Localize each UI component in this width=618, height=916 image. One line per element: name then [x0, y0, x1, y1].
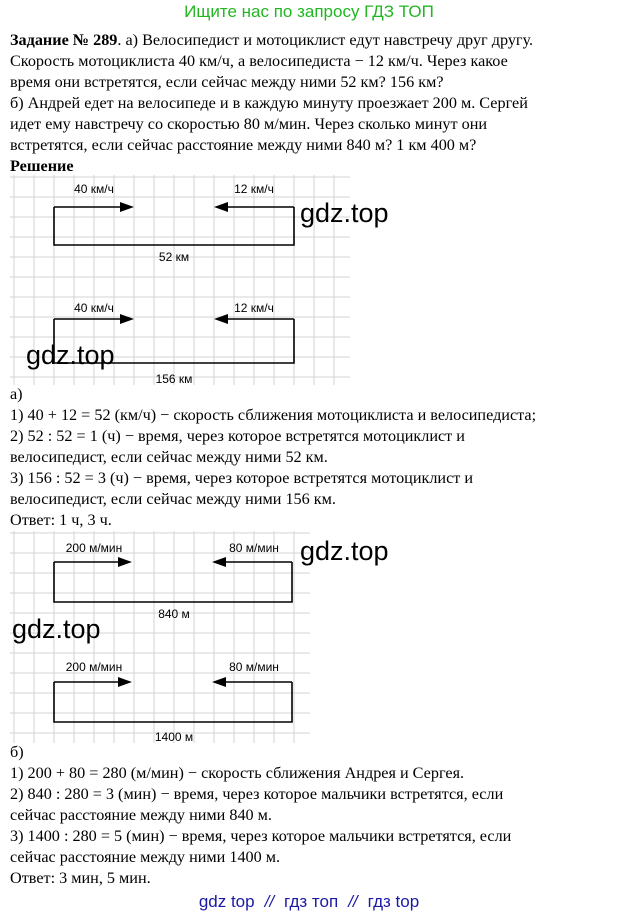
footer-separator: // — [348, 892, 358, 911]
right-arrow-icon — [118, 557, 132, 567]
task-line-2: Скорость мотоциклиста 40 км/ч, а велосипедиста − 12 км/ч. Через какое — [10, 52, 508, 70]
footer-link-gdz-top[interactable]: gdz top — [198, 892, 255, 911]
footer — [0, 892, 618, 912]
part-b-answer: Ответ: 3 мин, 5 мин. — [10, 869, 151, 887]
part-b-step-3-cont: сейчас расстояние между ними 1400 м. — [10, 848, 281, 866]
distance-label: 156 км — [155, 372, 193, 386]
speed-label-left: 200 м/мин — [65, 541, 123, 555]
part-b-step-2: 2) 840 : 280 = 3 (мин) − время, через которое мальчики встретятся, если — [10, 785, 504, 803]
solution-heading: Решение — [10, 157, 74, 175]
task-text-1: . а) Велосипедист и мотоциклист едут навстречу друг другу. — [117, 31, 534, 49]
speed-label-left: 40 км/ч — [74, 301, 114, 315]
distance-bracket — [54, 682, 292, 722]
footer-link-gdz-top-ru[interactable]: гдз топ — [284, 892, 339, 911]
part-b-label: б) — [10, 743, 24, 761]
footer-separator: // — [264, 892, 275, 911]
part-a-step-2: 2) 52 : 52 = 1 (ч) − время, через которое встретятся мотоциклист и — [10, 427, 465, 445]
distance-label: 1400 м — [154, 730, 194, 744]
watermark: gdz.top — [26, 340, 115, 370]
speed-label-right: 80 м/мин — [229, 541, 279, 555]
speed-label-right: 80 м/мин — [229, 660, 279, 674]
part-a-label: а) — [10, 385, 23, 403]
part-a-answer: Ответ: 1 ч, 3 ч. — [10, 511, 112, 529]
speed-label-left: 200 м/мин — [65, 660, 123, 674]
distance-label: 52 км — [158, 250, 190, 264]
task-line-4: б) Андрей едет на велосипеде и в каждую минуту проезжает 200 м. Сергей — [10, 94, 528, 112]
task-line-6 — [10, 135, 610, 156]
footer-link-gdz-top-mixed[interactable]: гдз top — [367, 892, 420, 911]
distance-bracket — [54, 562, 292, 602]
watermark: gdz.top — [300, 198, 389, 228]
part-b-step-3: 3) 1400 : 280 = 5 (мин) − время, через которое мальчики встретятся, если — [10, 827, 512, 845]
task-line-5: идет ему навстречу со скоростью 80 м/мин. Через сколько минут они — [10, 115, 488, 133]
part-b-step-2-cont: сейчас расстояние между ними 840 м. — [10, 806, 272, 824]
task-title: Задание № 289 — [10, 31, 118, 49]
right-arrow-icon — [120, 314, 134, 324]
part-a-step-3: 3) 156 : 52 = 3 (ч) − время, через которое встретятся мотоциклист и — [10, 469, 474, 487]
task-line-1 — [10, 30, 610, 51]
left-arrow-icon — [214, 314, 228, 324]
watermark: gdz.top — [12, 614, 101, 644]
part-a-step-1: 1) 40 + 12 = 52 (км/ч) − скорость сближения мотоциклиста и велосипедиста; — [10, 406, 537, 424]
speed-label-right: 12 км/ч — [234, 301, 274, 315]
part-a-step-2-cont: велосипедист, если сейчас между ними 52 км. — [10, 448, 328, 466]
speed-label-left: 40 км/ч — [74, 182, 114, 196]
right-arrow-icon — [118, 677, 132, 687]
task-text-6: встретятся, если сейчас расстояние между ними 840 м? 1 км 400 м? — [10, 136, 477, 154]
distance-label: 840 м — [158, 607, 190, 621]
right-arrow-icon — [120, 202, 134, 212]
top-banner: Ищите нас по запросу ГДЗ ТОП — [184, 2, 434, 21]
speed-label-right: 12 км/ч — [234, 182, 274, 196]
part-a-step-3-cont: велосипедист, если сейчас между ними 156 км. — [10, 490, 336, 508]
part-b-step-1: 1) 200 + 80 = 280 (м/мин) − скорость сближения Андрея и Сергея. — [10, 764, 465, 782]
task-line-3: время они встретятся, если сейчас между ними 52 км? 156 км? — [10, 73, 444, 91]
watermark: gdz.top — [300, 536, 389, 566]
left-arrow-icon — [214, 202, 228, 212]
